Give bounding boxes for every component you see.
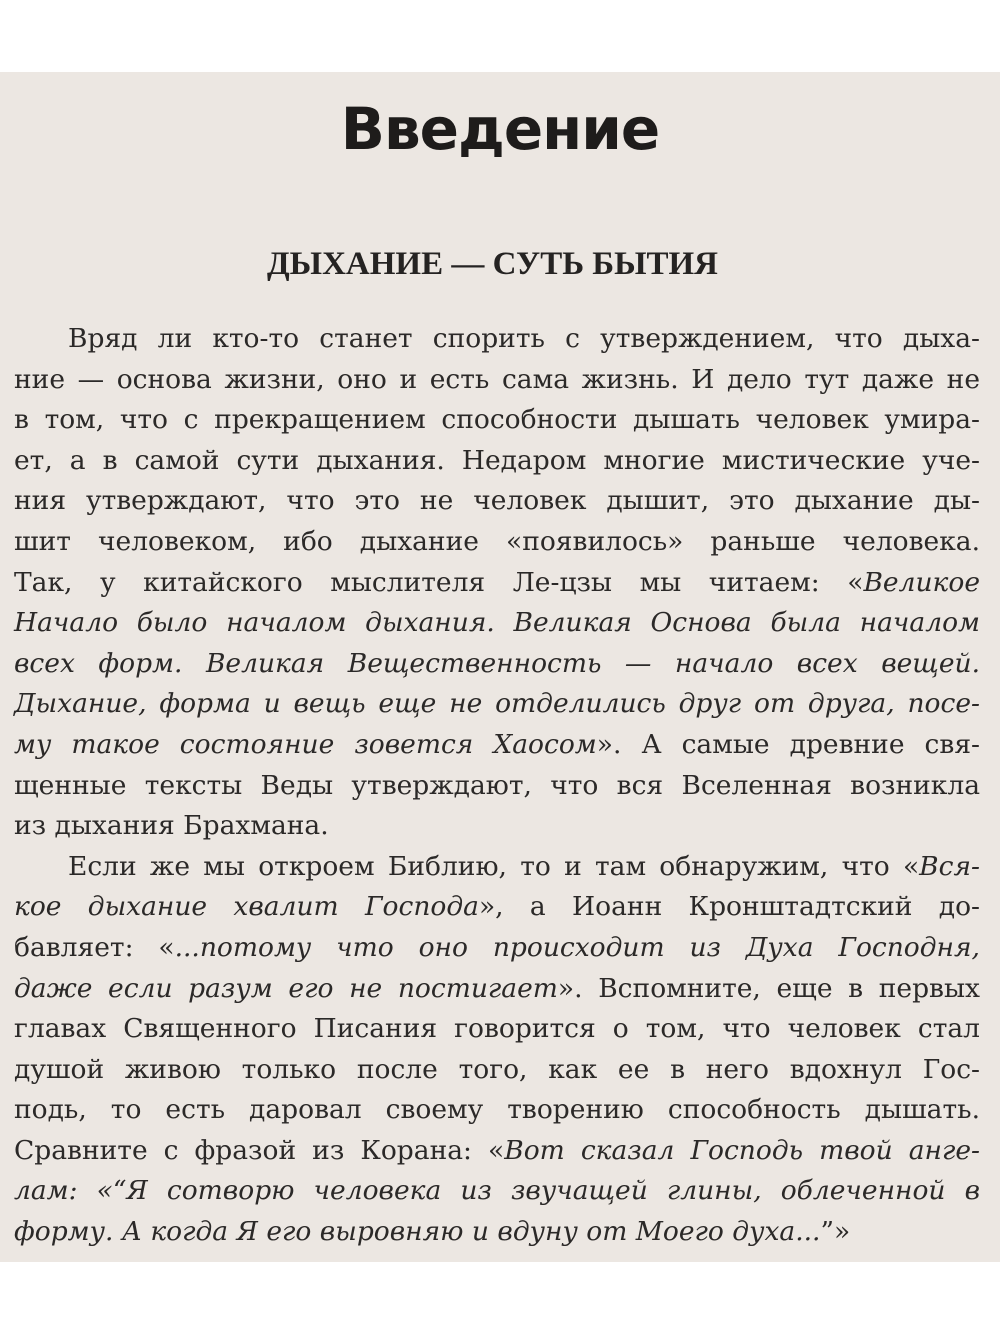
text-segment: Сравните с фразой из Корана: « — [14, 1134, 505, 1166]
text-segment: ». А самые древние свя- — [596, 728, 980, 760]
text-line — [14, 725, 980, 766]
text-segment: », а Иоанн Кронштадтский до- — [478, 891, 981, 923]
text-segment: бавляет: « — [14, 931, 175, 963]
italic-quote-text: му такое состояние зовется Хаосом — [14, 728, 597, 760]
text-segment: Вряд ли кто-то станет спорить с утверждением, что дыха- — [68, 323, 980, 354]
italic-quote-text: форму. А когда Я его выровняю и вдуну от Моего духа... — [14, 1216, 821, 1248]
italic-quote-text: Вся- — [919, 850, 980, 882]
text-line — [14, 1050, 980, 1091]
text-segment: душой живою только после того, как ее в него вдохнул Гос- — [14, 1053, 980, 1085]
italic-quote-text: Начало было началом дыхания. Великая Основа была началом — [14, 607, 980, 639]
text-line — [14, 319, 980, 360]
text-segment: ет, а в самой сути дыхания. Недаром многие мистические уче- — [14, 444, 980, 476]
book-page — [0, 72, 1000, 1262]
italic-quote-text: кое дыхание хвалит Господа — [14, 891, 479, 923]
italic-quote-text: лам: «“Я сотворю человека из звучащей глины, облеченной в — [14, 1175, 980, 1207]
text-line — [14, 1171, 980, 1212]
text-segment: Так, у китайского мыслителя Ле-цзы мы читаем: « — [14, 566, 864, 598]
italic-quote-text: всех форм. Великая Вещественность — начало всех вещей. — [14, 647, 980, 679]
body-text — [14, 319, 980, 1253]
text-line — [14, 969, 980, 1010]
text-segment: главах Священного Писания говорится о том, что человек стал — [14, 1013, 980, 1045]
text-line — [14, 400, 980, 441]
text-line — [14, 806, 980, 847]
italic-quote-text: ...потому что оно происходит из Духа Господня, — [174, 931, 980, 963]
text-line — [14, 684, 980, 725]
text-line — [14, 1090, 980, 1131]
text-line — [14, 563, 980, 604]
text-segment: ния утверждают, что это не человек дышит, это дыхание ды- — [14, 485, 980, 517]
text-segment: шит человеком, ибо дыхание «появилось» раньше человека. — [14, 525, 980, 557]
text-line — [14, 441, 980, 482]
text-segment: ”» — [820, 1216, 851, 1248]
text-line — [14, 847, 980, 888]
paragraph — [14, 319, 980, 847]
text-line — [14, 1212, 980, 1253]
text-line — [14, 766, 980, 807]
chapter-title: Введение — [340, 95, 660, 163]
text-segment: Если же мы откроем Библию, то и там обнаружим, что « — [68, 850, 920, 882]
text-line — [14, 644, 980, 685]
italic-quote-text: Вот сказал Господь твой анге- — [504, 1134, 980, 1166]
italic-quote-text: Дыхание, форма и вещь еще не отделились друг от друга, посе- — [14, 688, 980, 720]
text-segment: из дыхания Брахмана. — [14, 810, 329, 842]
text-line — [14, 1009, 980, 1050]
text-line — [14, 1131, 980, 1172]
italic-quote-text: даже если разум его не постигает — [14, 972, 558, 1004]
text-segment: ». Вспомните, еще в первых — [557, 972, 980, 1004]
text-line — [14, 603, 980, 644]
text-segment: в том, что с прекращением способности дышать человек умира- — [14, 404, 980, 436]
text-line — [14, 887, 980, 928]
text-line — [14, 522, 980, 563]
section-title: ДЫХАНИЕ — СУТЬ БЫТИЯ — [266, 246, 719, 282]
text-line — [14, 928, 980, 969]
text-line — [14, 360, 980, 401]
italic-quote-text: Великое — [863, 566, 980, 598]
text-line — [14, 481, 980, 522]
text-segment: подь, то есть даровал своему творению способность дышать. — [14, 1094, 980, 1126]
text-segment: ние — основа жизни, оно и есть сама жизнь. И дело тут даже не — [14, 363, 980, 395]
paragraph — [14, 847, 980, 1253]
text-segment: щенные тексты Веды утверждают, что вся Вселенная возникла — [14, 769, 980, 801]
